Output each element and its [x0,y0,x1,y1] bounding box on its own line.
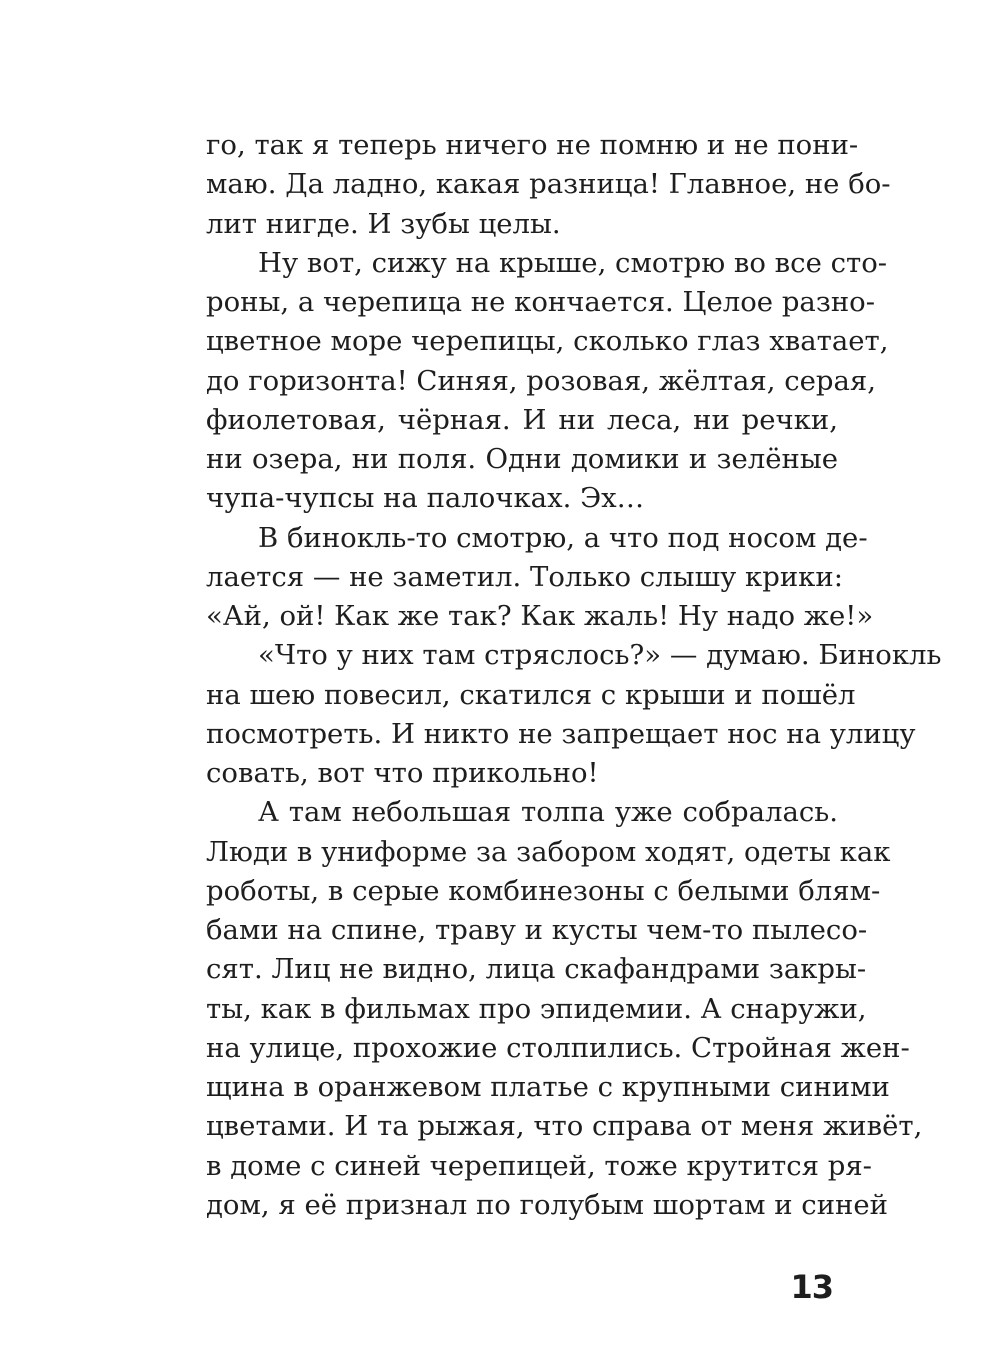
text-line: на улице, прохожие столпились. Стройная жен- [206,1031,910,1064]
text-line: роботы, в серые комбинезоны с белыми блям- [206,874,881,907]
text-line: маю. Да ладно, какая разница! Главное, не бо- [206,168,891,201]
text-line: дом, я её признал по голубым шортам и синей [206,1188,888,1221]
text-line: до горизонта! Синяя, розовая, жёлтая, серая, [206,364,876,397]
text-line: Ну вот, сижу на крыше, смотрю во все сто- [258,246,888,279]
body-text [206,126,942,1225]
text-line: сят. Лиц не видно, лица скафандрами закры- [206,953,867,986]
text-line: ни озера, ни поля. Одни домики и зелёные [206,443,838,475]
text-line: ты, как в фильмах про эпидемии. А снаружи, [206,992,867,1025]
text-line: лит нигде. И зубы целы. [206,207,561,240]
text-line: посмотреть. И никто не запрещает нос на улицу [206,717,916,750]
text-line: на шею повесил, скатился с крыши и пошёл [206,678,856,711]
text-line: цветами. И та рыжая, что справа от меня живёт, [206,1110,923,1143]
text-line: совать, вот что прикольно! [206,757,599,789]
text-line: фиолетовая, чёрная. И ни леса, ни речки, [206,403,838,436]
text-line: бами на спине, траву и кусты чем-то пылесо- [206,914,868,946]
text-line: го, так я теперь ничего не помню и не пони- [206,129,859,161]
text-line: в доме с синей черепицей, тоже крутится ря- [206,1149,872,1182]
text-line: лается — не заметил. Только слышу крики: [206,560,843,593]
text-line: роны, а черепица не кончается. Целое разно- [206,286,875,318]
text-line: цветное море черепицы, сколько глаз хватает, [206,325,889,358]
text-line: «Ай, ой! Как же так? Как жаль! Ну надо же!» [206,600,874,632]
text-line: «Что у них там стряслось?» — думаю. Бинокль [258,639,942,672]
text-line: А там небольшая толпа уже собралась. [258,796,838,829]
text-line: Люди в униформе за забором ходят, одеты как [206,835,891,868]
page-number: 13 [790,1268,833,1306]
text-line: щина в оранжевом платье с крупными синими [206,1071,890,1103]
text-line: чупа-чупсы на палочках. Эх… [206,482,645,515]
text-line: В бинокль-то смотрю, а что под носом де- [258,521,868,554]
